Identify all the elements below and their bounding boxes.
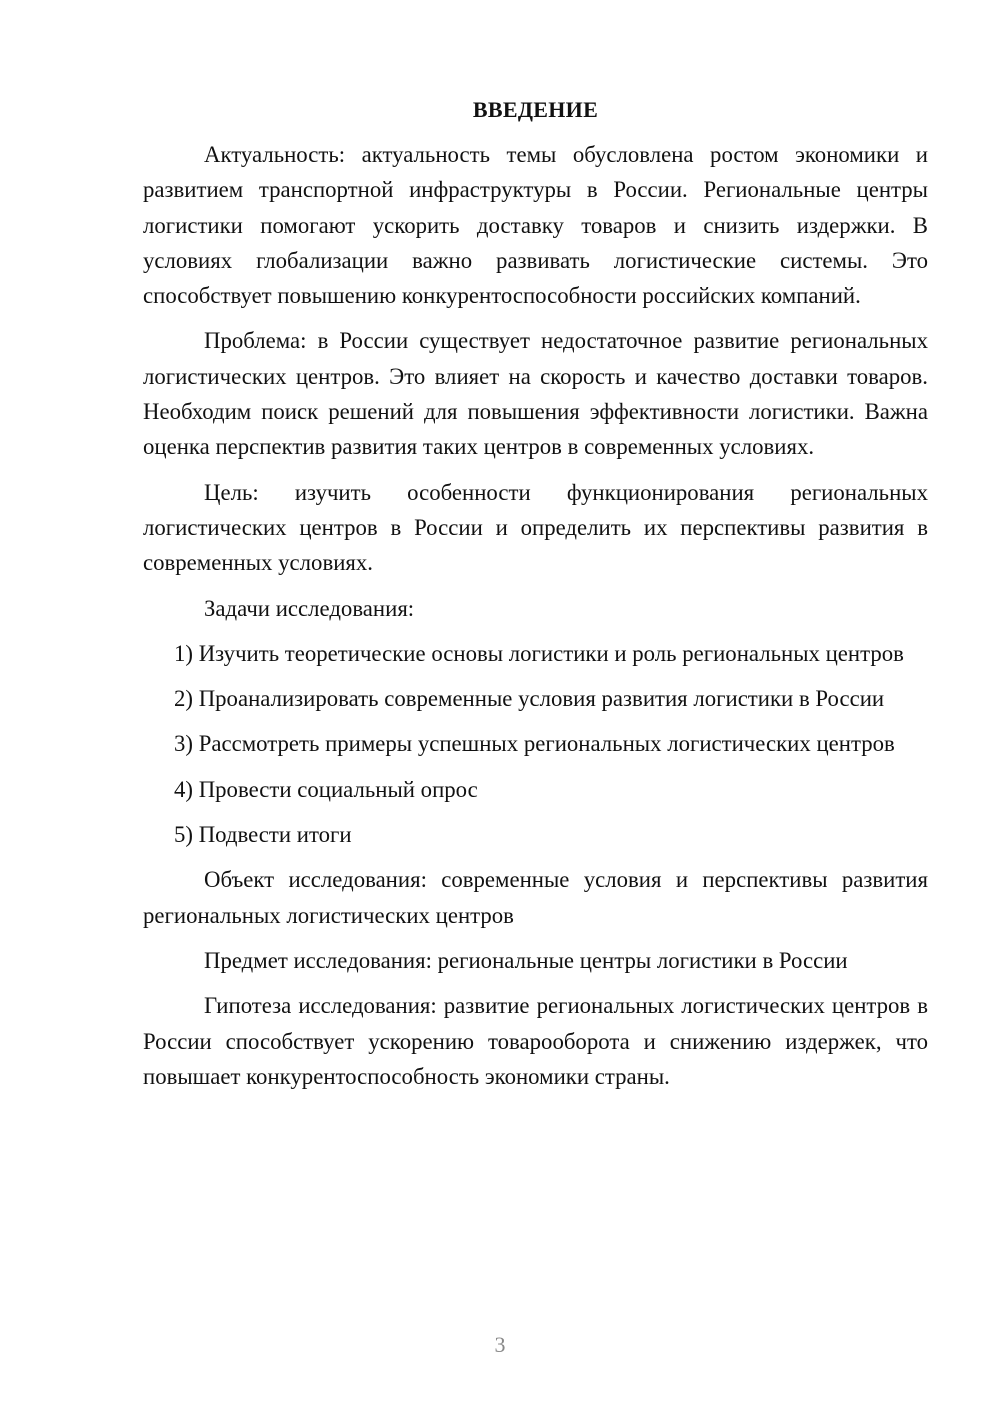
subject-paragraph: Предмет исследования: региональные центры логистики в России bbox=[204, 947, 848, 973]
page-number: 3 bbox=[494, 1332, 506, 1357]
task-item-2: 2) Проанализировать современные условия развития логистики в России bbox=[174, 686, 885, 712]
goal-paragraph: Цель: изучить особенности функционирования региональных логистических центров в России и определить их перспективы развития в современных условиях. bbox=[143, 479, 928, 576]
hypothesis-paragraph: Гипотеза исследования: развитие региональных логистических центров в России способствует ускорению товарооборота и снижению издержек, что повышает конкурентоспособность экономики страны. bbox=[143, 993, 928, 1089]
section-heading: ВВЕДЕНИЕ bbox=[472, 97, 599, 122]
tasks-title: Задачи исследования: bbox=[204, 595, 415, 621]
problem-paragraph: Проблема: в России существует недостаточное развитие региональных логистических центров. Это влияет на скорость и качество доставки товаров. Необходим поиск решений для повышения эффективности логистики. Важна оценка перспектив развития таких центров в современных условиях. bbox=[143, 328, 928, 460]
relevance-paragraph: Актуальность: актуальность темы обусловлена ростом экономики и развитием транспортной инфраструктуры в России. Региональные центры логистики помогают ускорить доставку товаров и снизить издержки. В условиях глобализации важно развивать логистические системы. Это способствует повышению конкурентоспособности российских компаний. bbox=[143, 142, 928, 309]
task-item-1: 1) Изучить теоретические основы логистики и роль региональных центров bbox=[174, 640, 904, 666]
task-item-3: 3) Рассмотреть примеры успешных региональных логистических центров bbox=[174, 731, 895, 757]
object-paragraph: Объект исследования: современные условия и перспективы развития региональных логистических центров bbox=[143, 867, 928, 928]
task-item-4: 4) Провести социальный опрос bbox=[174, 776, 478, 802]
task-item-5: 5) Подвести итоги bbox=[174, 822, 352, 848]
